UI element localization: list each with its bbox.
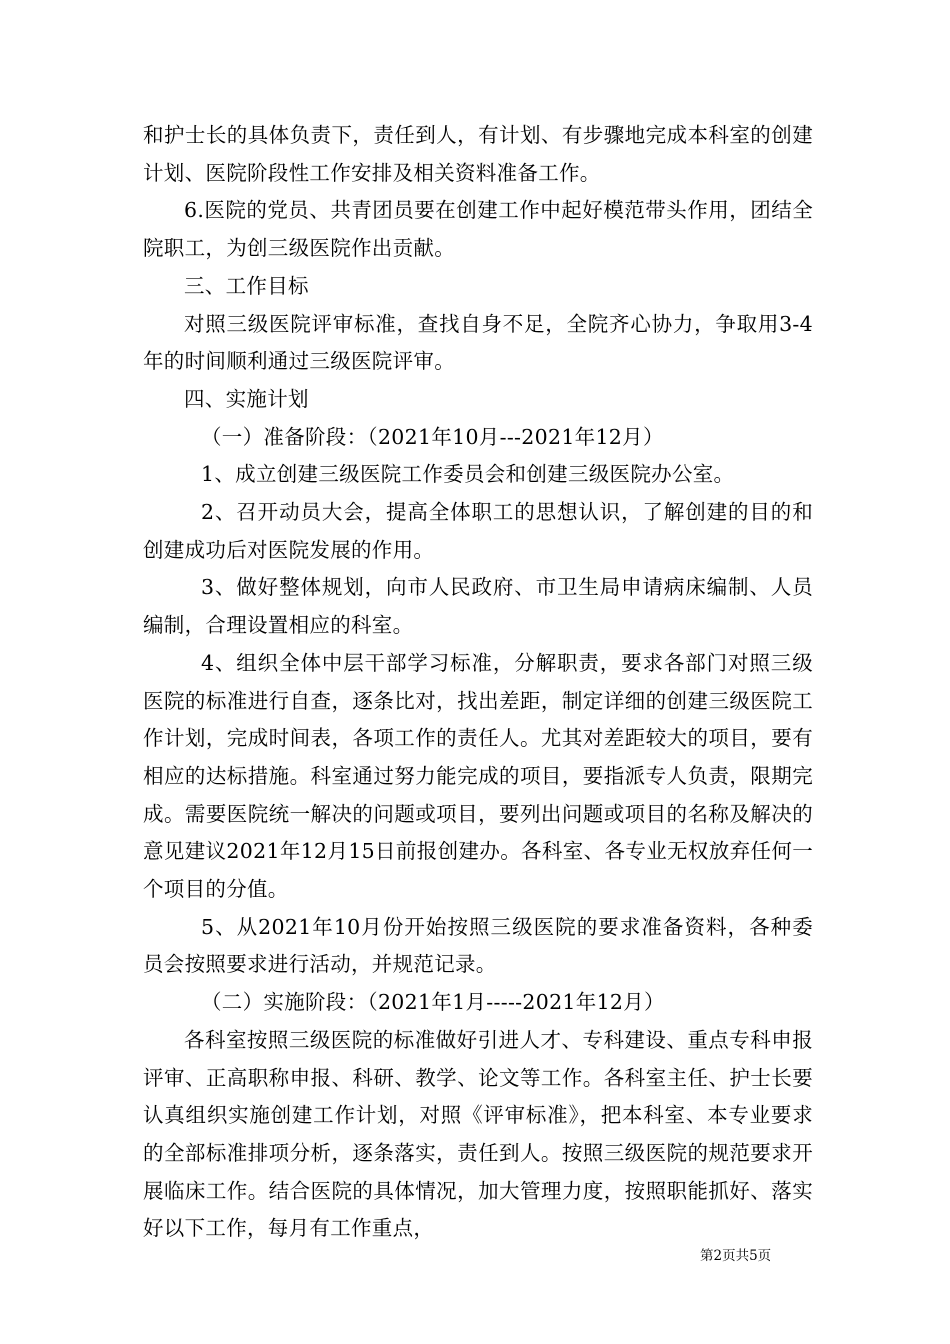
subheading-implementation-stage: （二）实施阶段：（2021年1月-----2021年12月） xyxy=(201,990,665,1015)
paragraph-prep-item-5: 5、从2021年10月份开始按照三级医院的要求准备资料，各种委员会按照要求进行活动，并规范记录。 xyxy=(143,914,813,977)
section-heading-goals: 三、工作目标 xyxy=(184,273,309,298)
document-body xyxy=(143,117,813,1248)
paragraph-prep-item-3: 3、做好整体规划，向市人民政府、市卫生局申请病床编制、人员编制，合理设置相应的科室。 xyxy=(143,575,813,638)
paragraph-implementation: 各科室按照三级医院的标准做好引进人才、专科建设、重点专科申报评审、正高职称申报、科研、教学、论文等工作。各科室主任、护士长要认真组织实施创建工作计划，对照《评审标准》，把本科室、本专业要求的全部标准排项分析，逐条落实，责任到人。按照三级医院的规范要求开展临床工作。结合医院的具体情况，加大管理力度，按照职能抓好、落实好以下工作，每月有工作重点， xyxy=(143,1027,813,1241)
paragraph-prep-item-4: 4、组织全体中层干部学习标准，分解职责，要求各部门对照三级医院的标准进行自查，逐条比对，找出差距，制定详细的创建三级医院工作计划，完成时间表，各项工作的责任人。尤其对差距较大的项目，要有相应的达标措施。科室通过努力能完成的项目，要指派专人负责，限期完成。需要医院统一解决的问题或项目，要列出问题或项目的名称及解决的意见建议2021年12月15日前报创建办。各科室、各专业无权放弃任何一个项目的分值。 xyxy=(143,650,813,902)
page-number-footer: 第2页共5页 xyxy=(700,1248,772,1264)
paragraph-item-6: 6.医院的党员、共青团员要在创建工作中起好模范带头作用，团结全院职工，为创三级医院作出贡献。 xyxy=(143,198,813,261)
section-heading-plan: 四、实施计划 xyxy=(184,386,309,411)
subheading-preparation-stage: （一）准备阶段：（2021年10月---2021年12月） xyxy=(201,424,664,449)
paragraph-goals: 对照三级医院评审标准，查找自身不足，全院齐心协力，争取用3-4年的时间顺利通过三级医院评审。 xyxy=(143,311,813,374)
paragraph-prep-item-2: 2、召开动员大会，提高全体职工的思想认识，了解创建的目的和创建成功后对医院发展的作用。 xyxy=(143,500,813,562)
paragraph-responsibility-continued: 和护士长的具体负责下，责任到人，有计划、有步骤地完成本科室的创建计划、医院阶段性工作安排及相关资料准备工作。 xyxy=(143,123,813,185)
paragraph-prep-item-1: 1、成立创建三级医院工作委员会和创建三级医院办公室。 xyxy=(201,462,735,487)
